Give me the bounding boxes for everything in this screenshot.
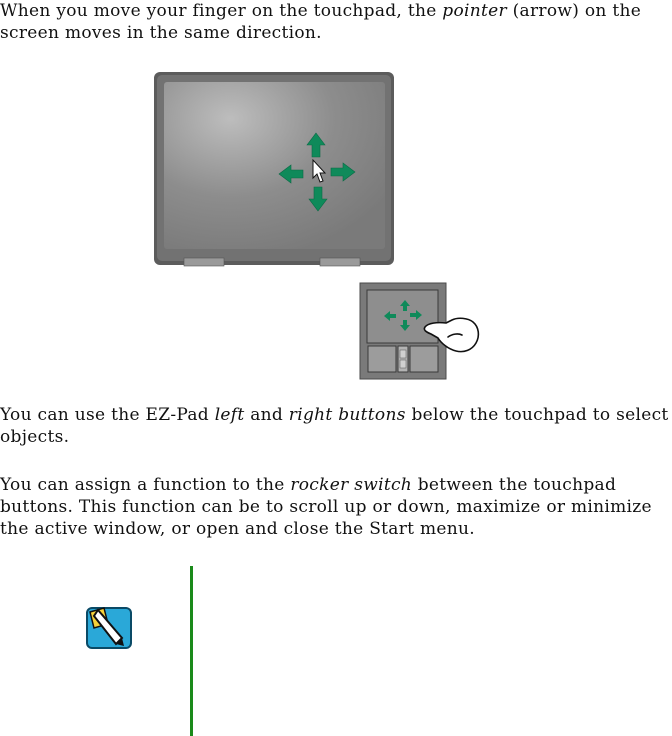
- paragraph-2-text-c: below the touchpad to select objects.: [0, 405, 669, 447]
- paragraph-buttons: [0, 404, 672, 448]
- paragraph-1-text-b: (arrow) on the screen moves in the same direction.: [0, 1, 642, 43]
- paragraph-3-text-a: You can assign a function to the: [0, 475, 291, 495]
- paragraph-2-text-a: You can use the EZ-Pad: [0, 405, 215, 425]
- paragraph-rocker-switch: [0, 474, 672, 540]
- term-pointer: pointer: [442, 1, 507, 21]
- term-right-buttons: right buttons: [288, 405, 406, 425]
- laptop-screen: [154, 72, 394, 266]
- term-rocker-switch: rocker switch: [290, 475, 413, 495]
- paragraph-1-text-a: When you move your finger on the touchpad, the: [0, 1, 443, 21]
- note-rule: [190, 566, 193, 736]
- term-left: left: [214, 405, 245, 425]
- pencil-note-icon: [84, 602, 136, 654]
- paragraph-3-text-b: between the touchpad buttons. This function can be to scroll up or down, maximize or minimize the active window, or open and close the Start menu.: [0, 475, 652, 539]
- paragraph-2-text-b: and: [244, 405, 289, 425]
